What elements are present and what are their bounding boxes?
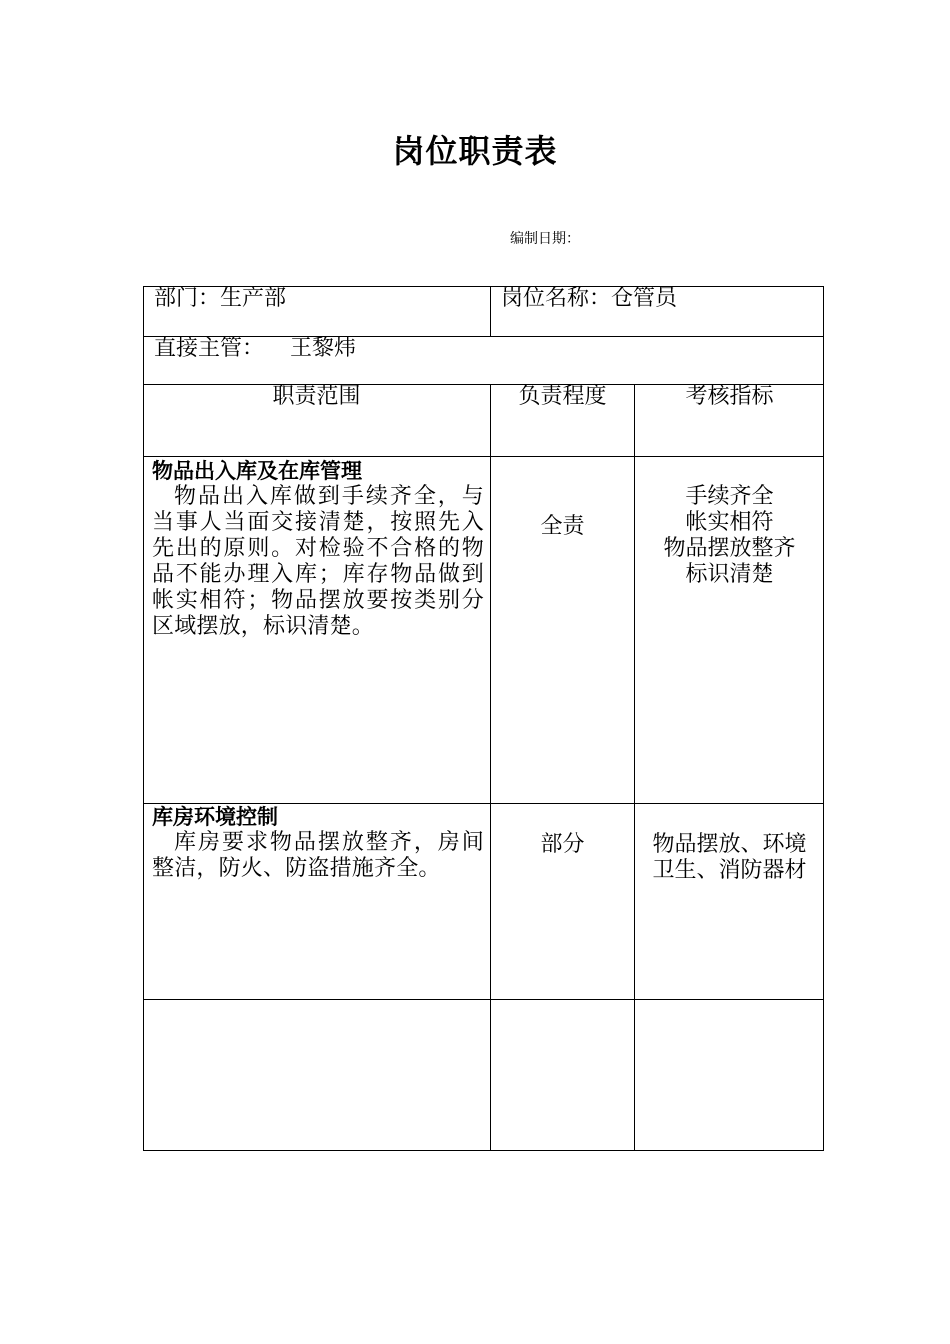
indicator-line: 帐实相符	[685, 510, 774, 535]
responsibility-scope-2	[152, 804, 484, 882]
table-divider-info	[490, 286, 491, 336]
page-title: 岗位职责表	[392, 132, 558, 170]
header-degree: 负责程度	[518, 384, 607, 409]
table-border-bottom	[143, 1150, 824, 1151]
scope-body-2: 库房要求物品摆放整齐，房间整洁，防火、防盗措施齐全。	[152, 830, 484, 881]
header-indicator: 考核指标	[685, 384, 774, 409]
scope-body-1: 物品出入库做到手续齐全，与当事人当面交接清楚，按照先入先出的原则。对检验不合格的物品不能办理入库；库存物品做到帐实相符；物品摆放要按类别分区域摆放，标识清楚。	[152, 484, 484, 639]
date-label: 编制日期：	[510, 231, 580, 247]
header-scope: 职责范围	[272, 384, 361, 409]
indicator-line: 物品摆放整齐	[663, 536, 796, 561]
indicator-cell-2	[635, 832, 824, 884]
department-cell: 部门：生产部	[154, 286, 287, 311]
table-rule-3	[143, 456, 824, 457]
table-rule-5	[143, 999, 824, 1000]
table-border-right	[823, 286, 824, 1151]
position-cell: 岗位名称：仓管员	[501, 286, 678, 311]
table-divider-col-1	[490, 384, 491, 1151]
indicator-line: 手续齐全	[685, 484, 774, 509]
degree-cell-1: 全责	[540, 514, 585, 539]
indicator-line: 卫生、消防器材	[652, 858, 807, 883]
indicator-line: 标识清楚	[685, 562, 774, 587]
table-border-left	[143, 286, 144, 1151]
supervisor-label: 直接主管：	[154, 336, 265, 361]
job-responsibility-table	[143, 286, 824, 1151]
scope-title-1: 物品出入库及在库管理	[152, 459, 362, 483]
indicator-line: 物品摆放、环境	[652, 832, 807, 857]
supervisor-cell	[154, 336, 356, 362]
degree-cell-2: 部分	[540, 832, 585, 857]
indicator-cell-1	[635, 484, 824, 588]
responsibility-scope-1	[152, 458, 484, 640]
supervisor-name: 王黎炜	[290, 336, 357, 361]
scope-title-2: 库房环境控制	[152, 805, 278, 829]
